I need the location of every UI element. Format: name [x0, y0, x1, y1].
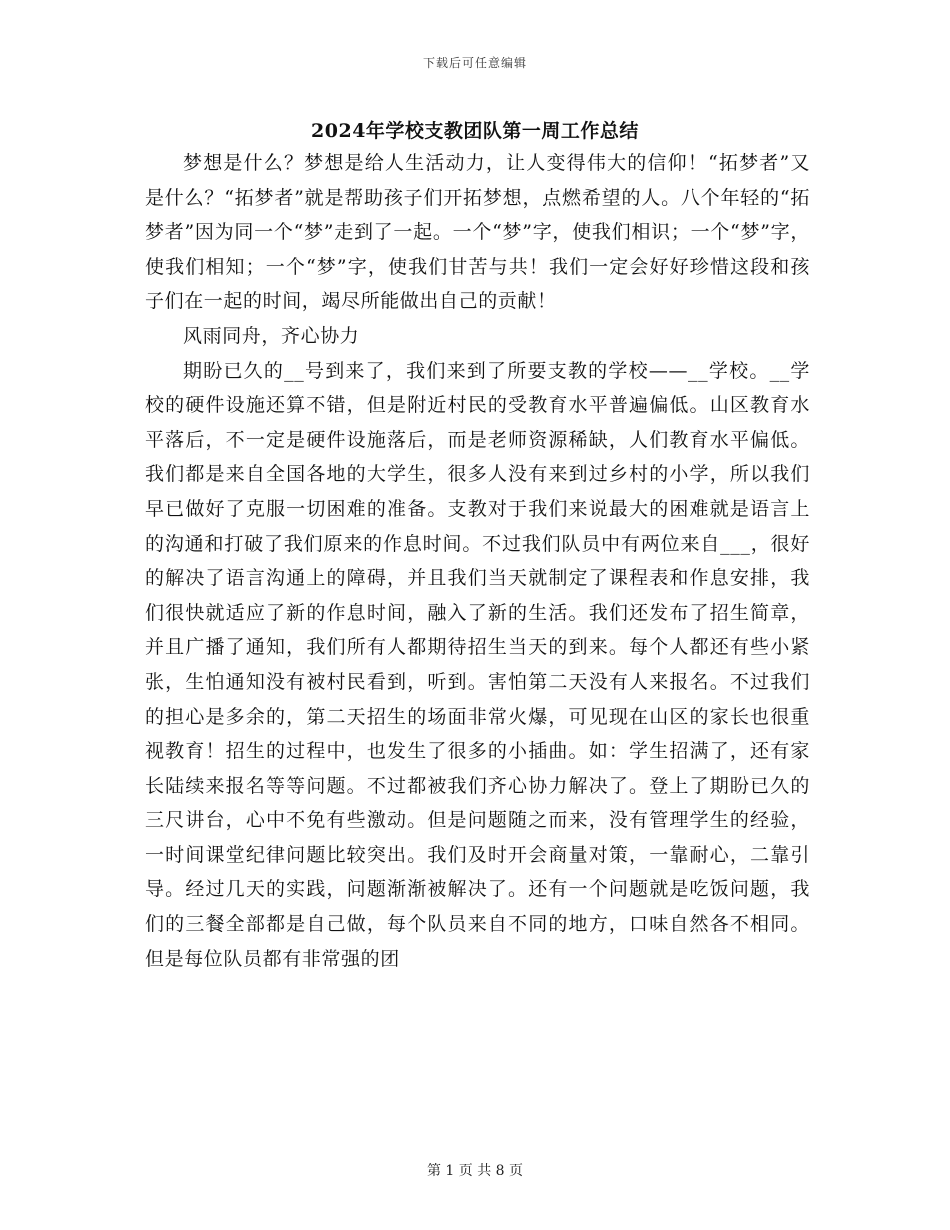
- page-indicator: 第 1 页 共 8 页: [426, 1163, 524, 1179]
- header-note: 下载后可任意编辑: [422, 56, 527, 70]
- section-heading: 风雨同舟，齐心协力: [183, 324, 360, 347]
- document-body: [145, 146, 810, 976]
- document-title: 2024年学校支教团队第一周工作总结: [311, 120, 639, 142]
- intro-paragraph: 梦想是什么？梦想是给人生活动力，让人变得伟大的信仰！“拓梦者”又是什么？“拓梦者”就是帮助孩子们开拓梦想，点燃希望的人。八个年轻的“拓梦者”因为同一个“梦”走到了一起。一个“梦”字，使我们相识；一个“梦”字，使我们相知；一个“梦”字，使我们甘苦与共！我们一定会好好珍惜这段和孩子们在一起的时间，竭尽所能做出自己的贡献！: [145, 152, 810, 313]
- body-paragraph: 期盼已久的__号到来了，我们来到了所要支教的学校——__学校。__学校的硬件设施还算不错，但是附近村民的受教育水平普遍偏低。山区教育水平落后，不一定是硬件设施落后，而是老师资源稀缺，人们教育水平偏低。我们都是来自全国各地的大学生，很多人没有来到过乡村的小学，所以我们早已做好了克服一切困难的准备。支教对于我们来说最大的困难就是语言上的沟通和打破了我们原来的作息时间。不过我们队员中有两位来自___，很好的解决了语言沟通上的障碍，并且我们当天就制定了课程表和作息安排，我们很快就适应了新的作息时间，融入了新的生活。我们还发布了招生简章，并且广播了通知，我们所有人都期待招生当天的到来。每个人都还有些小紧张，生怕通知没有被村民看到，听到。害怕第二天没有人来报名。不过我们的担心是多余的，第二天招生的场面非常火爆，可见现在山区的家长也很重视教育！招生的过程中，也发生了很多的小插曲。如：学生招满了，还有家长陆续来报名等等问题。不过都被我们齐心协力解决了。登上了期盼已久的三尺讲台，心中不免有些激动。但是问题随之而来，没有管理学生的经验，一时间课堂纪律问题比较突出。我们及时开会商量对策，一靠耐心，二靠引导。经过几天的实践，问题渐渐被解决了。还有一个问题就是吃饭问题，我们的三餐全部都是自己做，每个队员来自不同的地方，口味自然各不相同。但是每位队员都有非常强的团: [145, 359, 810, 970]
